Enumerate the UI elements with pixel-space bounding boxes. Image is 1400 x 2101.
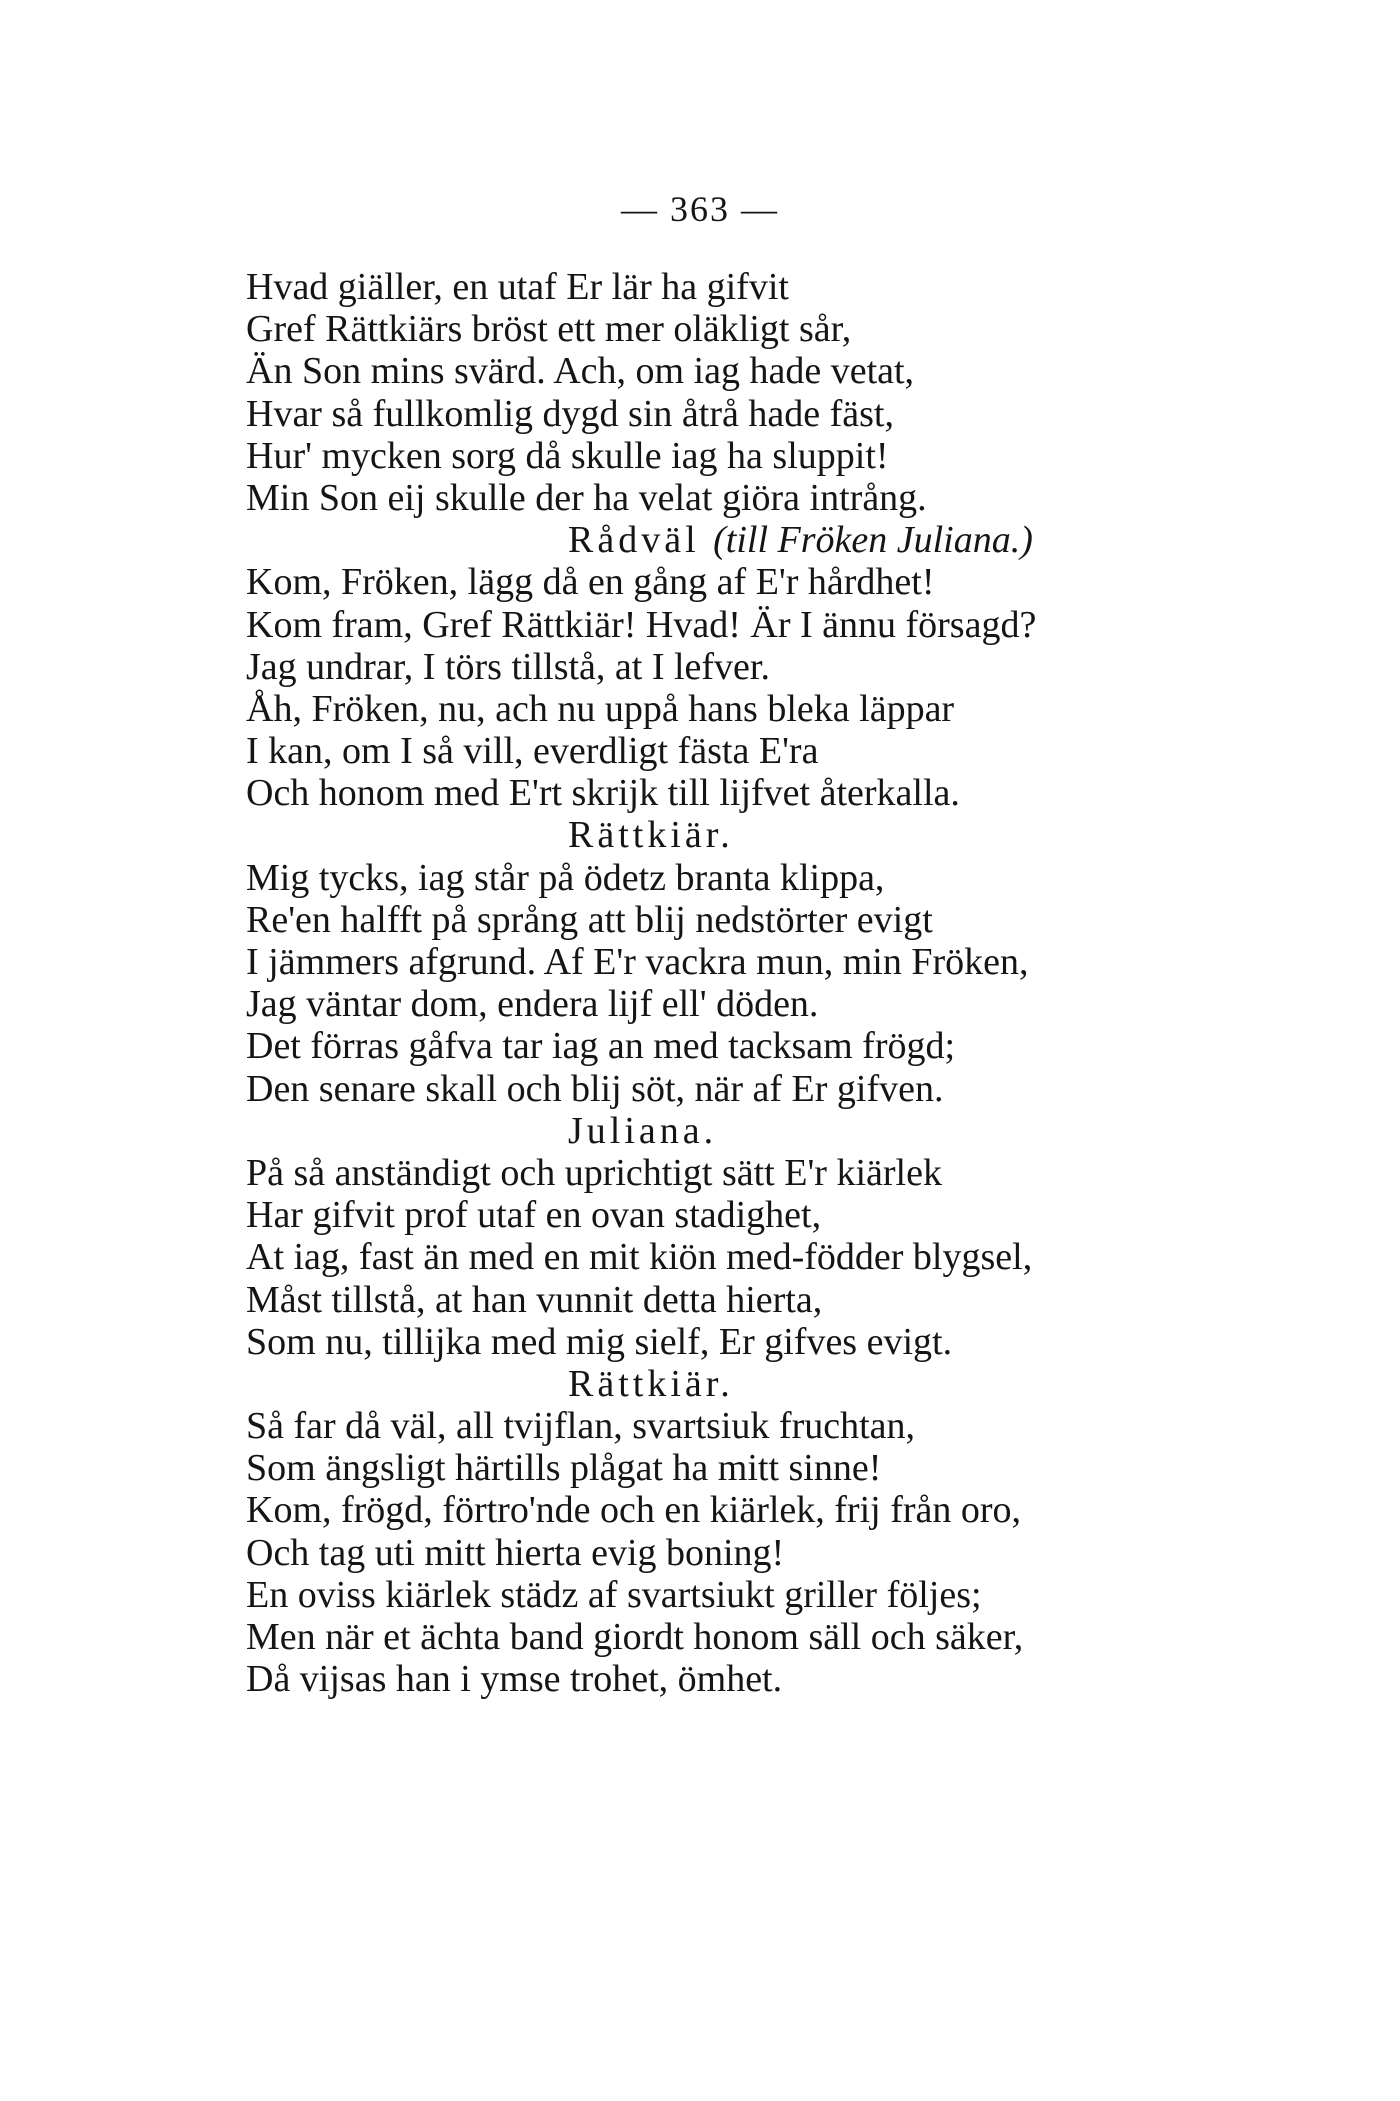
verse-line: Än Son mins svärd. Ach, om iag hade vetat, <box>246 350 915 393</box>
verse-line: Jag undrar, I törs tillstå, at I lefver. <box>246 645 770 688</box>
verse-line: Jag väntar dom, endera lijf ell' döden. <box>246 983 819 1026</box>
verse-line: Den senare skall och blij söt, när af Er gifven. <box>246 1067 944 1110</box>
verse-line: Måst tillstå, at han vunnit detta hierta, <box>246 1278 823 1321</box>
speaker-heading <box>246 1363 1146 1405</box>
page-number: — 363 — <box>621 189 779 229</box>
speaker-name: Rättkiär. <box>568 814 734 857</box>
verse-line: Har gifvit prof utaf en ovan stadighet, <box>246 1194 822 1237</box>
verse-line: Åh, Fröken, nu, ach nu uppå hans bleka läppar <box>246 687 955 730</box>
speaker-name: Rättkiär. <box>568 1362 734 1405</box>
verse-line: På så anständigt och uprichtigt sätt E'r kiärlek <box>246 1151 942 1194</box>
verse-line: Som ängsligt härtills plågat ha mitt sinne! <box>246 1447 882 1490</box>
verse-line: En oviss kiärlek städz af svartsiukt griller följes; <box>246 1573 982 1616</box>
verse-line: Hur' mycken sorg då skulle iag ha sluppit! <box>246 434 889 477</box>
verse-line: Det förras gåfva tar iag an med tacksam frögd; <box>246 1025 956 1068</box>
verse-line: Kom, frögd, förtro'nde och en kiärlek, frij från oro, <box>246 1489 1022 1532</box>
verse-line: Kom, Fröken, lägg då en gång af E'r hårdhet! <box>246 561 935 604</box>
stage-direction: (till Fröken Juliana.) <box>713 519 1033 562</box>
verse-line: Hvad giäller, en utaf Er lär ha gifvit <box>246 266 789 308</box>
verse-line: Mig tycks, iag står på ödetz branta klippa, <box>246 856 885 899</box>
verse-line: Och tag uti mitt hierta evig boning! <box>246 1531 785 1574</box>
verse-line: Min Son eij skulle der ha velat giöra intrång. <box>246 476 927 519</box>
verse-line: At iag, fast än med en mit kiön med-födder blygsel, <box>246 1236 1033 1279</box>
verse-line: I kan, om I så vill, everdligt fästa E'ra <box>246 730 819 773</box>
verse-line: Som nu, tillijka med mig sielf, Er gifves evigt. <box>246 1320 953 1363</box>
poem-text <box>246 266 1146 1700</box>
speaker-name: Juliana. <box>568 1109 718 1152</box>
verse-line: Re'en halfft på språng att blij nedstörter evigt <box>246 898 933 941</box>
speaker-heading <box>246 519 1146 561</box>
verse-line: Kom fram, Gref Rättkiär! Hvad! Är I ännu försagd? <box>246 603 1037 646</box>
verse-line: Så far då väl, all tvijflan, svartsiuk fruchtan, <box>246 1405 916 1448</box>
verse-line: Men när et ächta band giordt honom säll och säker, <box>246 1616 1024 1658</box>
verse-line: Gref Rättkiärs bröst ett mer oläkligt sår, <box>246 308 852 351</box>
speaker-heading <box>246 1110 1146 1152</box>
verse-line: Då vijsas han i ymse trohet, ömhet. <box>246 1658 783 1701</box>
speaker-name: Rådväl <box>568 519 700 562</box>
verse-line: I jämmers afgrund. Af E'r vackra mun, min Fröken, <box>246 941 1029 983</box>
verse-line: Och honom med E'rt skrijk till lijfvet återkalla. <box>246 772 960 815</box>
speaker-heading <box>246 814 1146 856</box>
verse-line: Hvar så fullkomlig dygd sin åtrå hade fäst, <box>246 392 894 435</box>
